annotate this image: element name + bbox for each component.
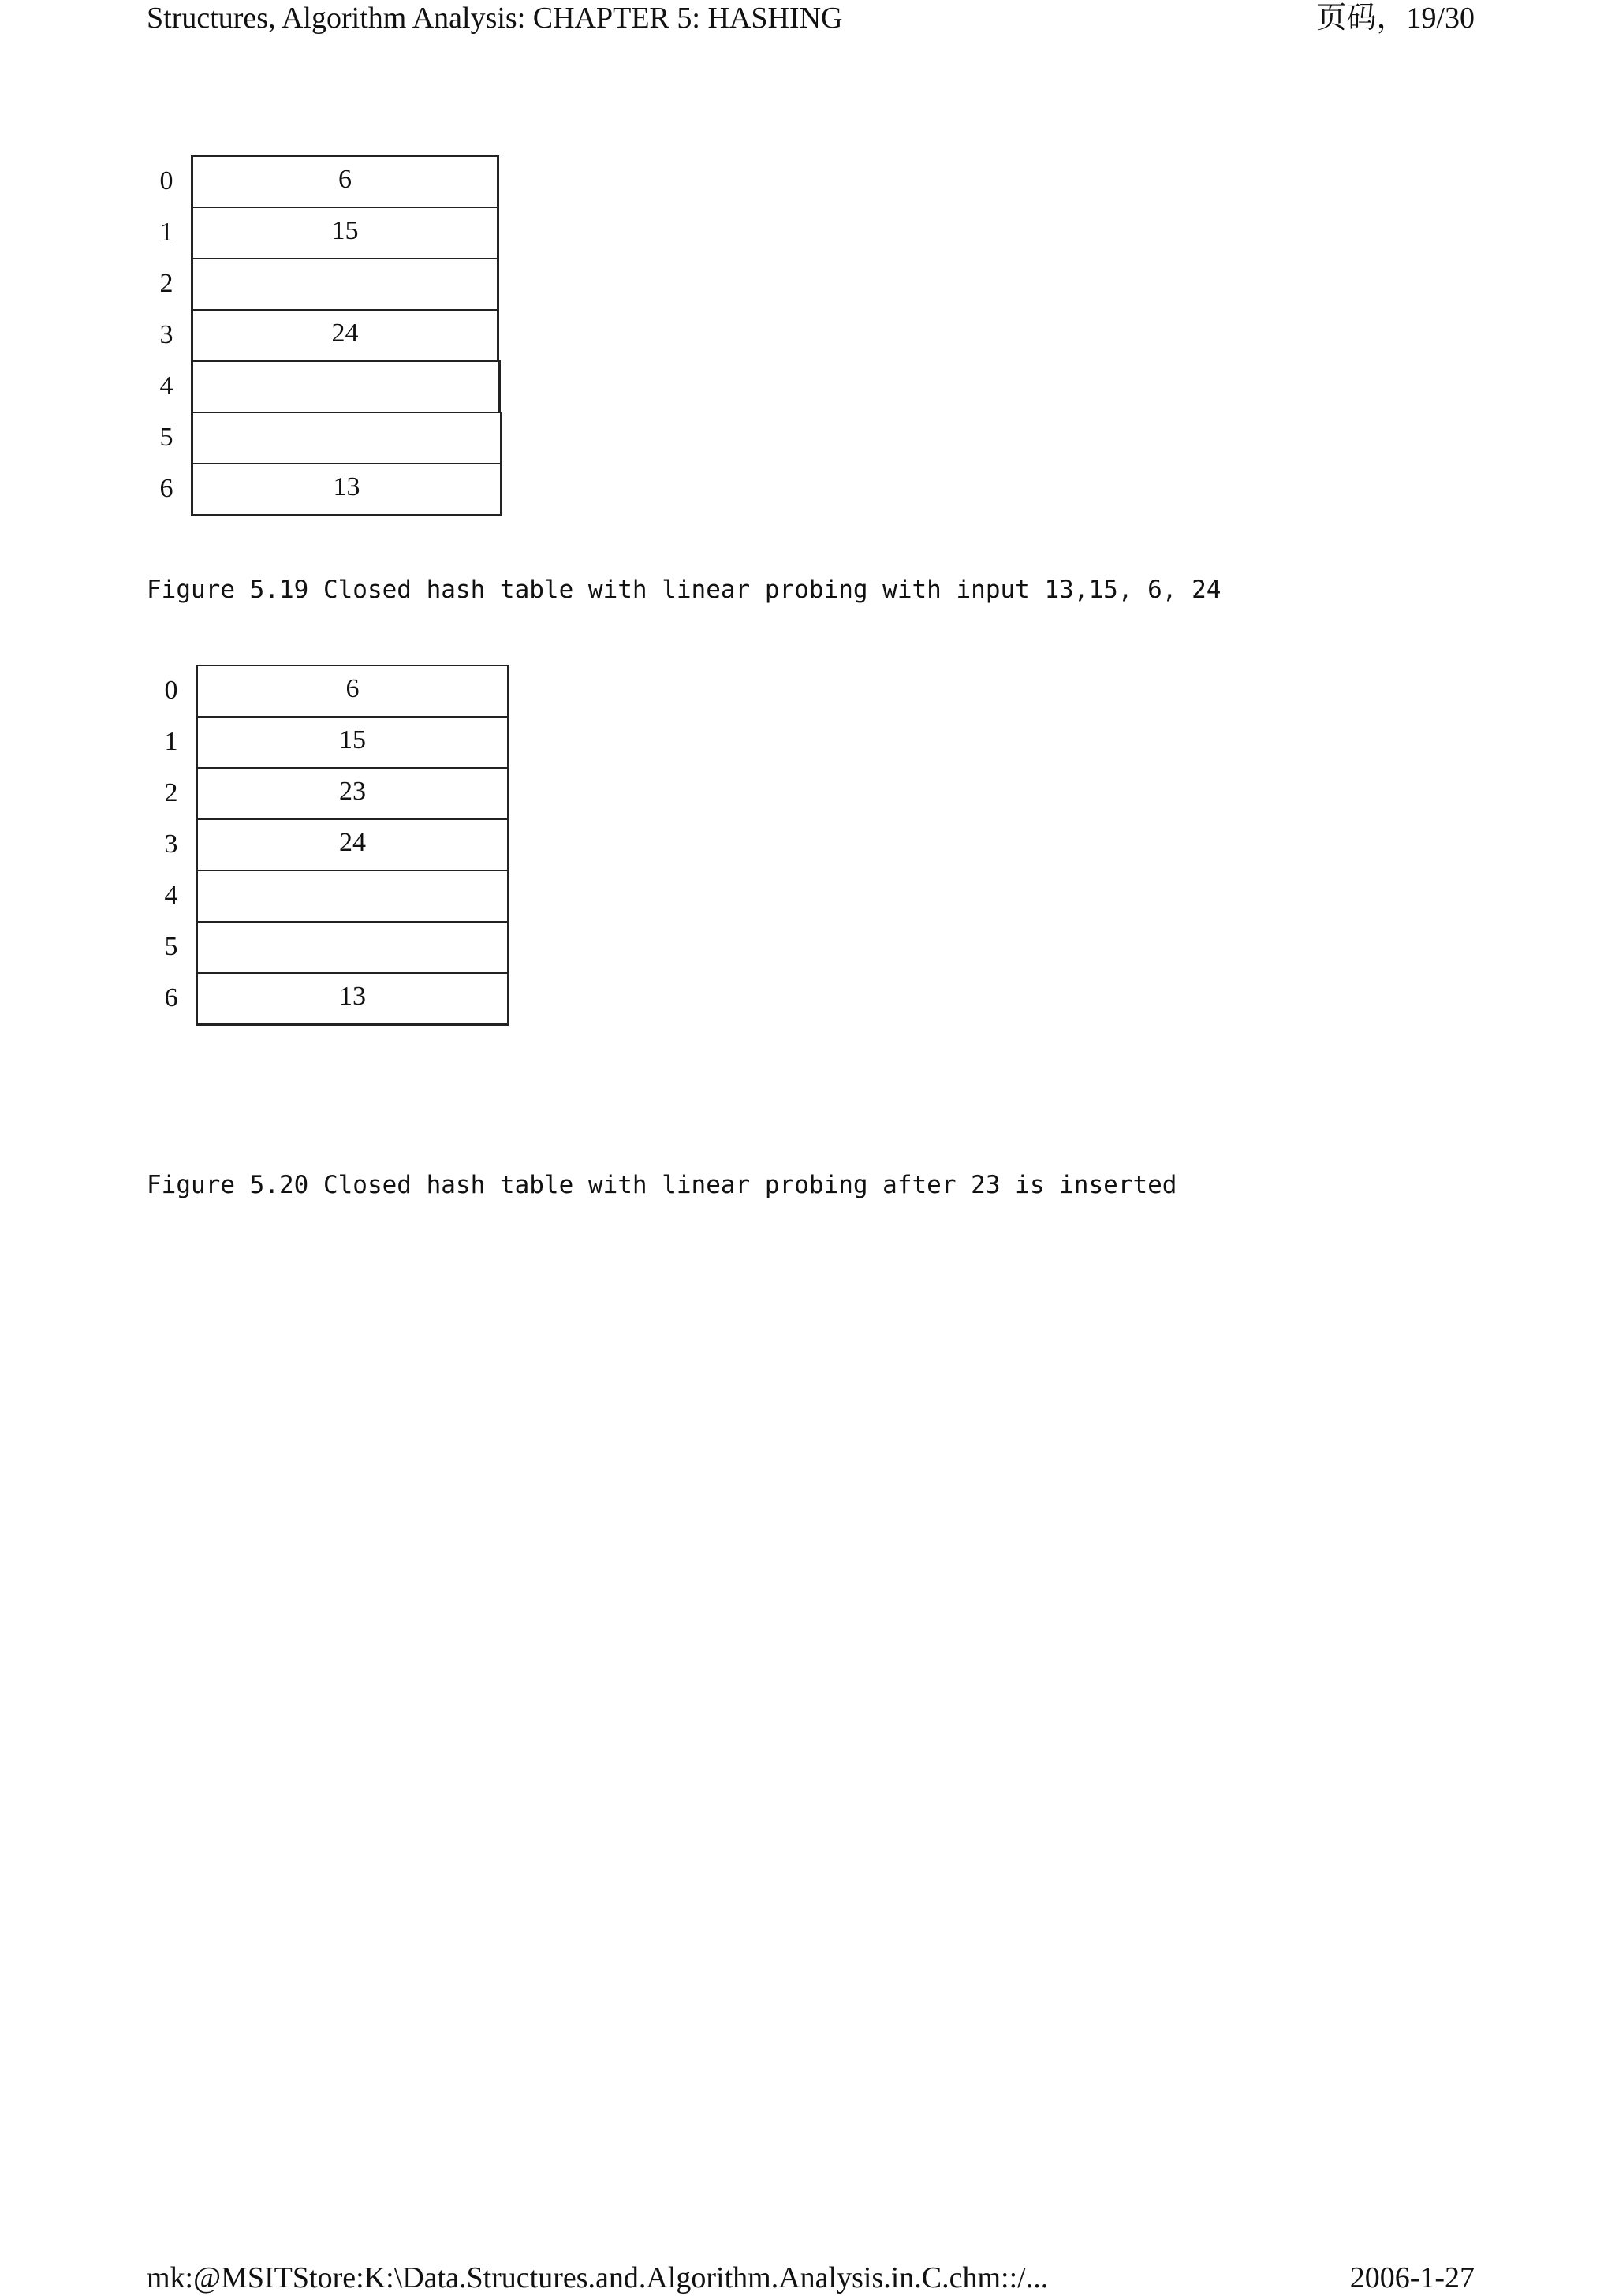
hash-slot [151,716,514,767]
slot-value: 24 [196,818,509,870]
slot-value [196,921,509,972]
slot-index: 0 [159,166,173,196]
slot-value: 15 [191,207,499,258]
slot-index: 3 [159,320,173,349]
slot-value: 6 [196,665,509,716]
slot-index: 2 [159,269,173,298]
slot-index: 0 [164,676,178,705]
hash-slot [147,258,502,309]
slot-value [191,360,501,412]
footer-date: 2006-1-27 [1349,2261,1475,2294]
hash-slot [151,665,514,716]
hash-slot [151,767,514,818]
hash-slot [147,309,502,360]
slot-value [191,412,502,463]
page-number: 页码，19/30 [1316,2,1475,35]
hash-slot [147,463,502,514]
slot-index: 1 [164,727,178,756]
slot-index: 3 [164,829,178,859]
hash-slot [147,360,502,412]
hash-table-figure-5-19 [147,155,502,514]
slot-value [191,258,499,309]
slot-index: 1 [159,218,173,247]
hash-table-figure-5-20 [151,665,514,1023]
hash-slot [147,412,502,463]
slot-value: 24 [191,309,499,360]
slot-index: 4 [159,371,173,401]
slot-index: 6 [159,474,173,503]
slot-index: 6 [164,983,178,1012]
slot-value: 23 [196,767,509,818]
figure-caption-5-20: Figure 5.20 Closed hash table with linear probing after 23 is inserted [147,1171,1177,1199]
slot-value: 13 [196,972,509,1026]
document-header-title: Structures, Algorithm Analysis: CHAPTER 5: HASHING [147,2,843,35]
footer-source-path: mk:@MSITStore:K:\Data.Structures.and.Algorithm.Analysis.in.C.chm::/... [147,2261,1049,2294]
slot-value: 13 [191,463,502,516]
hash-slot [151,818,514,870]
hash-slot [151,972,514,1023]
hash-slot [147,155,502,207]
slot-value: 6 [191,155,499,207]
hash-slot [147,207,502,258]
slot-index: 5 [164,932,178,961]
slot-index: 2 [164,778,178,807]
slot-index: 4 [164,881,178,910]
figure-caption-5-19: Figure 5.19 Closed hash table with linear probing with input 13,15, 6, 24 [147,576,1222,604]
hash-slot [151,870,514,921]
slot-value [196,870,509,921]
slot-index: 5 [159,423,173,452]
slot-value: 15 [196,716,509,767]
hash-slot [151,921,514,972]
